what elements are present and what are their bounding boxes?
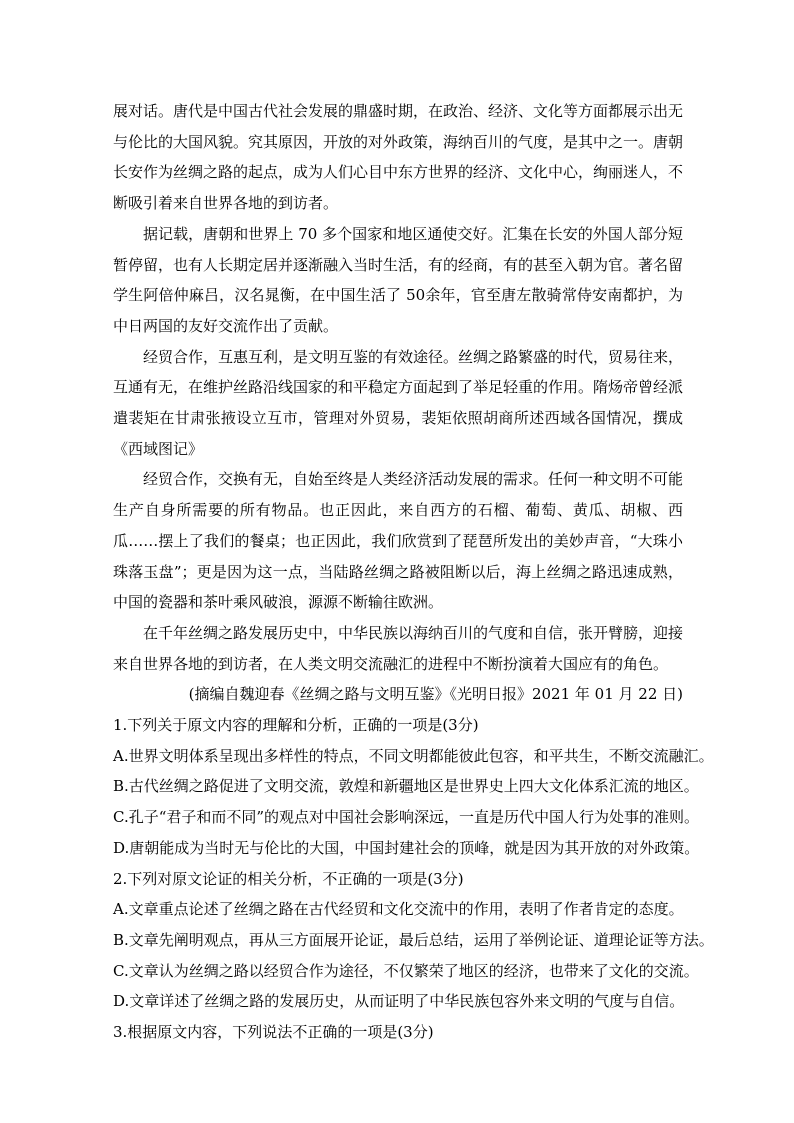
question-2-option-c: C.文章认为丝绸之路以经贸合作为途径，不仅繁荣了地区的经济，也带来了文化的交流。 — [113, 961, 699, 980]
question-2-option-b: B.文章先阐明观点，再从三方面展开论证，最后总结，运用了举例论证、道理论证等方法。 — [113, 930, 714, 949]
question-3-stem: 3.根据原文内容，下列说法不正确的一项是(3分) — [113, 1023, 434, 1042]
question-1-option-a: A.世界文明体系呈现出多样性的特点，不同文明都能彼此包容，和平共生，不断交流融汇。 — [113, 746, 714, 765]
passage-paragraph-4: 经贸合作，交换有无，自始至终是人类经济活动发展的需求。任何一种文明不可能生产自身所需要的所有物品。也正因此，来自西方的石榴、葡萄、黄瓜、胡椒、西瓜……摆上了我们的餐桌；也正因此，我们欣赏到了琵琶所发出的美妙声音，“大珠小珠落玉盘”；更是因为这一点，当陆路丝绸之路被阻断以后，海上丝绸之路迅速成熟，中国的瓷器和茶叶乘风破浪，源源不断输往欧洲。 — [113, 470, 684, 612]
question-2-stem: 2.下列对原文论证的相关分析，不正确的一项是(3分) — [113, 869, 464, 888]
question-3 — [113, 1017, 683, 1048]
passage-source-citation: (摘编自魏迎春《丝绸之路与文明互鉴》《光明日报》2021 年 01 月 22 日) — [188, 685, 683, 704]
question-1-option-d: D.唐朝能成为当时无与伦比的大国，中国封建社会的顶峰，就是因为其开放的对外政策。 — [113, 838, 700, 857]
question-2 — [113, 864, 714, 1018]
passage-paragraph-1: 展对话。唐代是中国古代社会发展的鼎盛时期，在政治、经济、文化等方面都展示出无与伦比的大国风貌。究其原因，开放的对外政策，海纳百川的气度，是其中之一。唐朝长安作为丝绸之路的起点，成为人们心目中东方世界的经济、文化中心，绚丽迷人，不断吸引着来自世界各地的到访者。 — [113, 102, 684, 213]
passage-paragraph-3: 经贸合作，互惠互利，是文明互鉴的有效途径。丝绸之路繁盛的时代，贸易往来，互通有无，在维护丝路沿线国家的和平稳定方面起到了举足轻重的作用。隋炀帝曾经派遣裴矩在甘肃张掖设立互市，管理对外贸易，裴矩依照胡商所述西域各国情况，撰成《西域图记》 — [113, 347, 684, 458]
question-1-option-b: B.古代丝绸之路促进了文明交流，敦煌和新疆地区是世界史上四大文化体系汇流的地区。 — [113, 777, 699, 796]
question-2-option-d: D.文章详述了丝绸之路的发展历史，从而证明了中华民族包容外来文明的气度与自信。 — [113, 992, 685, 1011]
question-1-stem: 1.下列关于原文内容的理解和分析，正确的一项是(3分) — [113, 716, 479, 735]
passage-paragraph-5: 在千年丝绸之路发展历史中，中华民族以海纳百川的气度和自信，张开臂膀，迎接来自世界各地的到访者，在人类文明交流融汇的进程中不断扮演着大国应有的角色。 — [113, 623, 684, 673]
passage-paragraph-2: 据记载，唐朝和世界上 70 多个国家和地区通使交好。汇集在长安的外国人部分短暂停留，也有人长期定居并逐渐融入当时生活，有的经商，有的甚至入朝为官。著名留学生阿倍仲麻吕，汉名晁衡，在中国生活了 50余年，官至唐左散骑常侍安南都护，为中日两国的友好交流作出了贡献。 — [113, 224, 684, 335]
question-1 — [113, 710, 714, 864]
passage — [113, 96, 714, 1048]
question-2-option-a: A.文章重点论述了丝绸之路在古代经贸和文化交流中的作用，表明了作者肯定的态度。 — [113, 900, 684, 919]
question-1-option-c: C.孔子“君子和而不同”的观点对中国社会影响深远，一直是历代中国人行为处事的准则。 — [113, 808, 700, 827]
